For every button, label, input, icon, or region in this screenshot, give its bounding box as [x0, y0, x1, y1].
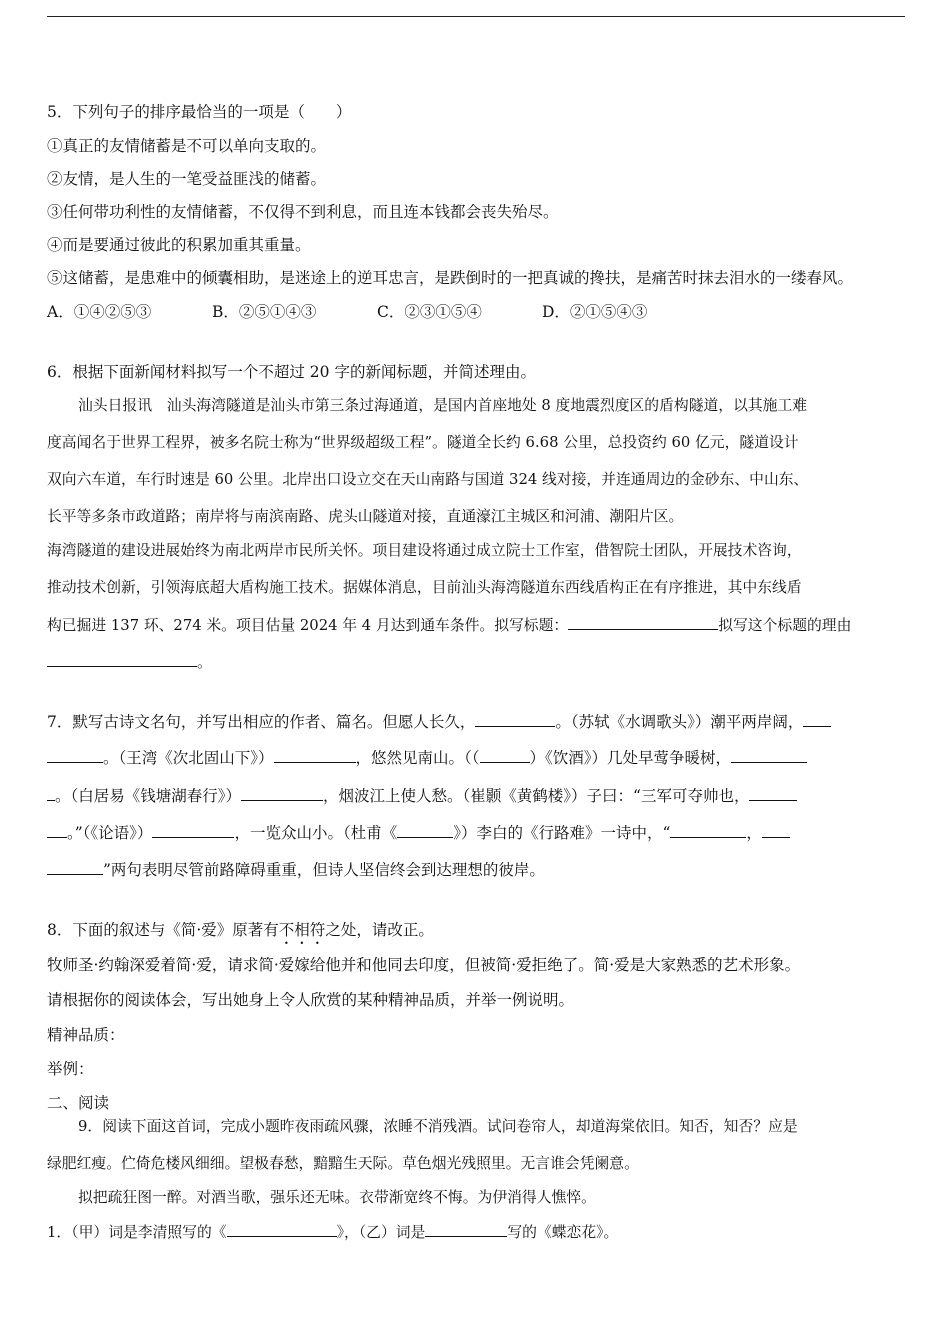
q9-line-3: 拟把疏狂图一醉。对酒当歌，强乐还无味。衣带渐宽终不悔。为伊消得人憔悴。: [78, 1189, 596, 1206]
q8-stem: [47, 920, 434, 948]
section-heading: 二、阅读: [47, 1094, 110, 1112]
q7-text-2b: ，悠然见南山。（（: [355, 749, 480, 767]
q7-text-5: ”两句表明尽管前路障碍重重，但诗人坚信终会到达理想的彼岸。: [103, 861, 545, 879]
q7-blank-5[interactable]: [241, 786, 323, 801]
q6-news-line-4: 长平等多条市政道路；南岸将与南滨南路、虎头山隧道对接，直通濠江主城区和河浦、潮阳片区。: [47, 508, 684, 525]
q7-blank-4b[interactable]: [47, 786, 55, 801]
q7-blank-7[interactable]: [152, 823, 234, 838]
q8-example-label: 举例：: [47, 1060, 94, 1078]
q7-text-1a: 7．默写古诗文名句，并写出相应的作者、篇名。但愿人长久，: [47, 713, 476, 731]
q9-sub1-blank-2[interactable]: [425, 1222, 507, 1237]
q7-blank-4a[interactable]: [731, 748, 807, 763]
q7-blank-title[interactable]: [397, 823, 453, 838]
q7-blank-9a[interactable]: [762, 823, 790, 838]
q7-text-4b: ，一览众山小。（杜甫《: [234, 824, 398, 842]
q7-blank-6a[interactable]: [749, 786, 797, 801]
q6-reason-end: 。: [197, 654, 212, 671]
q7-text-2a: 。（王湾《次北固山下》）: [103, 749, 274, 767]
q7-text-4a: 。”（《论语》）: [67, 824, 153, 842]
q6-title-prompt: 构已掘进 137 环、274 米。项目估量 2024 年 4 月达到通车条件。拟写标题：: [47, 617, 569, 634]
q9-sub1-text-c: 写的《蝶恋花》。: [507, 1224, 619, 1241]
q7-text-4c: 》）李白的《行路难》一诗中，“: [453, 824, 671, 842]
q8-stem-emphasis: 不相符: [278, 921, 326, 939]
q6-news-line-6: 推动技术创新，引领海底超大盾构施工技术。据媒体消息，目前汕头海湾隧道东西线盾构正在有序推进，其中东线盾: [47, 579, 802, 596]
q6-reason-prompt: 拟写这个标题的理由: [718, 617, 852, 634]
q5-sentence-1: ①真正的友情储蓄是不可以单向支取的。: [47, 137, 327, 155]
q6-news-line-1: 汕头日报讯 汕头海湾隧道是汕头市第三条过海通道，是国内首座地处 8 度地震烈度区的盾构隧道，以其施工难: [78, 397, 808, 414]
q7-text-2c: ）《饮酒》）几处早莺争暖树，: [529, 749, 732, 767]
q6-reason-line: [47, 652, 212, 673]
q9-sub1-text-b: 》，（乙）词是: [336, 1224, 426, 1241]
q7-blank-2b[interactable]: [47, 748, 103, 763]
q7-line-5: [47, 860, 545, 880]
q7-blank-author[interactable]: [480, 748, 530, 763]
q8-line-2: 牧师圣·约翰深爱着简·爱，请求简·爱嫁给他并和他同去印度，但被简·爱拒绝了。简·爱是大家熟悉的艺术形象。: [47, 956, 801, 974]
q7-text-3a: 。（白居易《钱塘湖春行》）: [55, 787, 242, 805]
q8-line-3: 请根据你的阅读体会，写出她身上令人欣赏的某种精神品质，并举一例说明。: [47, 991, 575, 1009]
q9-line-2: 绿肥红瘦。伫倚危楼风细细。望极春愁，黯黯生天际。草色烟光残照里。无言谁会凭阑意。: [47, 1155, 639, 1172]
q9-line-1: 9．阅读下面这首词，完成小题昨夜雨疏风骤，浓睡不消残酒。试问卷帘人，却道海棠依旧。知否，知否？应是: [78, 1118, 798, 1135]
q7-blank-2a[interactable]: [803, 712, 831, 727]
q9-sub1-text-a: 1．（甲）词是李清照写的《: [47, 1224, 227, 1241]
q6-title-blank[interactable]: [568, 615, 718, 630]
q7-line-4: [47, 823, 790, 843]
q7-text-3b: ，烟波江上使人愁。（崔颢《黄鹤楼》）子曰：“三军可夺帅也，: [323, 787, 750, 805]
q6-news-line-3: 双向六车道，车行时速是 60 公里。北岸出口设立交在天山南路与国道 324 线对接，并连通周边的金砂东、中山东、: [47, 471, 809, 488]
q5-option-b[interactable]: B．②⑤①④③: [212, 303, 317, 321]
header-rule: [47, 16, 905, 17]
q7-text-1b: 。（苏轼《水调歌头》）潮平两岸阔，: [555, 713, 804, 731]
q6-news-line-7: [47, 615, 851, 636]
q6-reason-blank[interactable]: [47, 652, 197, 667]
q7-line-2: [47, 748, 807, 768]
q7-blank-6b[interactable]: [47, 823, 67, 838]
q5-options: [47, 302, 647, 322]
q7-text-4d: ，: [746, 824, 762, 842]
q5-stem: 5．下列句子的排序最恰当的一项是（ ）: [47, 103, 352, 121]
q5-sentence-2: ②友情，是人生的一笔受益匪浅的储蓄。: [47, 170, 327, 188]
q7-blank-8[interactable]: [670, 823, 746, 838]
q5-option-c[interactable]: C．②③①⑤④: [377, 303, 482, 321]
q8-quality-label: 精神品质：: [47, 1026, 125, 1044]
q5-sentence-3: ③任何带功利性的友情储蓄，不仅得不到利息，而且连本钱都会丧失殆尽。: [47, 203, 559, 221]
q5-option-d[interactable]: D．②①⑤④③: [542, 303, 648, 321]
q7-blank-1[interactable]: [475, 712, 555, 727]
q7-blank-3[interactable]: [274, 748, 356, 763]
q9-sub-1: [47, 1222, 618, 1243]
q7-blank-9b[interactable]: [47, 860, 103, 875]
q6-stem: 6．根据下面新闻材料拟写一个不超过 20 字的新闻标题，并简述理由。: [47, 363, 536, 381]
q6-news-line-5: 海湾隧道的建设进展始终为南北两岸市民所关怀。项目建设将通过成立院士工作室，借智院士团队，开展技术咨询，: [47, 542, 802, 559]
q8-stem-b: 之处，请改正。: [325, 921, 434, 939]
q9-sub1-blank-1[interactable]: [227, 1222, 337, 1237]
q7-line-1: [47, 712, 831, 732]
q6-news-line-2: 度高闻名于世界工程界，被多名院士称为“世界级超级工程”。隧道全长约 6.68 公里，总投资约 60 亿元，隧道设计: [47, 434, 799, 451]
q7-line-3: [47, 786, 797, 806]
q8-stem-a: 8．下面的叙述与《简·爱》原著有: [47, 921, 279, 939]
q5-option-a[interactable]: A．①④②⑤③: [47, 303, 152, 321]
q5-sentence-5: ⑤这储蓄，是患难中的倾囊相助，是迷途上的逆耳忠言，是跌倒时的一把真诚的搀扶，是痛苦时抹去泪水的一缕春风。: [47, 269, 854, 287]
q5-sentence-4: ④而是要通过彼此的积累加重其重量。: [47, 236, 311, 254]
